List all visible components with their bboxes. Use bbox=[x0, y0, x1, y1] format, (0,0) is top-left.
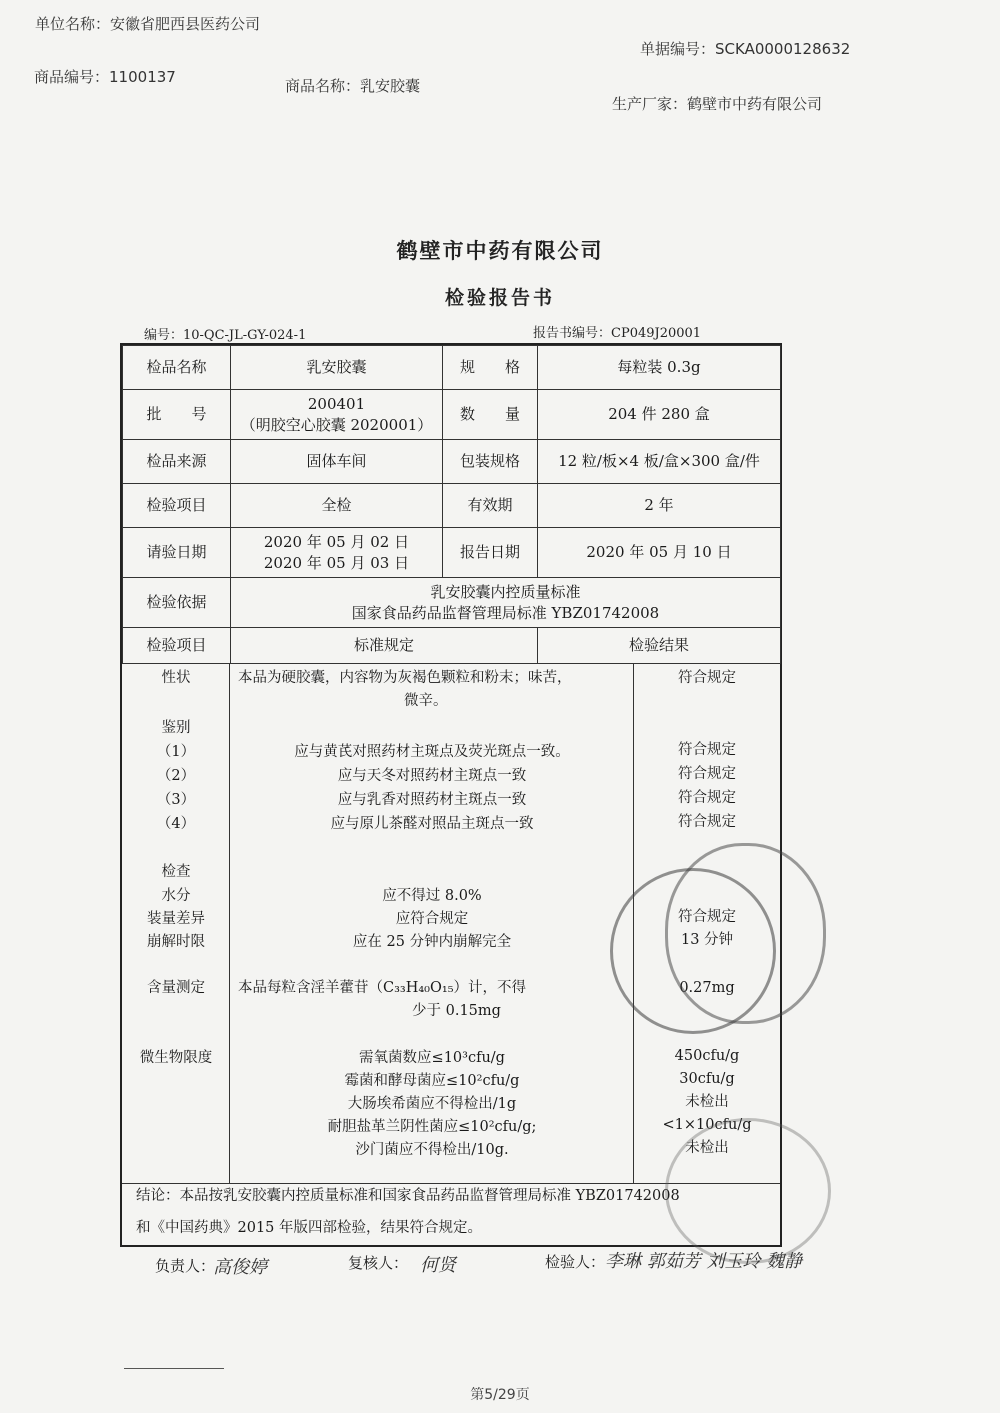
report-title: 检验报告书 bbox=[444, 287, 555, 309]
product-code-field bbox=[34, 66, 176, 87]
qty-value: 204 件 280 盒 bbox=[538, 390, 781, 440]
micro-result-4: <1×10cfu/g bbox=[662, 1117, 752, 1133]
source-label: 检品来源 bbox=[123, 440, 231, 484]
side-seal-stamp bbox=[665, 843, 826, 1024]
reviewer-label: 复核人： bbox=[348, 1254, 409, 1272]
batch-value-2: （明胶空心胶囊 2020001） bbox=[240, 415, 433, 434]
batch-label: 批 号 bbox=[123, 390, 231, 440]
ident-no-3: （3） bbox=[156, 792, 196, 808]
appearance-label: 性状 bbox=[161, 670, 191, 686]
info-row-basis bbox=[123, 578, 781, 628]
ident-no-2: （2） bbox=[156, 768, 196, 784]
lower-seal-stamp bbox=[665, 1118, 831, 1264]
valid-value: 2 年 bbox=[538, 484, 781, 528]
item-value: 全检 bbox=[231, 484, 443, 528]
assay-standard-1: 本品每粒含淫羊藿苷（C₃₃H₄₀O₁₅）计，不得 bbox=[238, 980, 527, 996]
col-standard-header: 标准规定 bbox=[231, 628, 538, 664]
micro-result-5: 未检出 bbox=[685, 1140, 729, 1156]
ident-standard-3: 应与乳香对照药材主斑点一致 bbox=[337, 792, 527, 808]
batch-value-1: 200401 bbox=[307, 394, 366, 413]
inspect-standard-3: 应在 25 分钟内崩解完全 bbox=[352, 934, 512, 950]
qty-label: 数 量 bbox=[443, 390, 538, 440]
micro-standard-5: 沙门菌应不得检出/10g. bbox=[355, 1142, 509, 1158]
col-result-header: 检验结果 bbox=[538, 628, 781, 664]
ident-no-1: （1） bbox=[156, 744, 196, 760]
basis-value bbox=[231, 578, 781, 628]
appearance-result: 符合规定 bbox=[678, 670, 736, 686]
responsible-signature: 高俊婷 bbox=[213, 1257, 267, 1278]
col-item-header: 检验项目 bbox=[123, 628, 231, 664]
ident-result-3: 符合规定 bbox=[678, 790, 736, 806]
pack-label: 包装规格 bbox=[443, 440, 538, 484]
basis-1: 乳安胶囊内控质量标准 bbox=[430, 582, 581, 601]
bottom-rule bbox=[124, 1368, 224, 1369]
manufacturer-value: 鹤壁市中药有限公司 bbox=[687, 95, 823, 113]
req-date-2: 2020 年 05 月 03 日 bbox=[263, 553, 410, 572]
report-table bbox=[120, 343, 782, 1247]
product-name-label: 商品名称： bbox=[285, 77, 361, 95]
info-row-item bbox=[123, 484, 781, 528]
name-value: 乳安胶囊 bbox=[231, 346, 443, 390]
ident-result-4: 符合规定 bbox=[678, 814, 736, 830]
micro-standard-1: 需氧菌数应≤10³cfu/g bbox=[359, 1050, 505, 1066]
ident-standard-4: 应与原儿茶醛对照品主斑点一致 bbox=[330, 816, 534, 832]
inspector-label: 检验人： bbox=[545, 1253, 606, 1271]
form-code: 编号：10-QC-JL-GY-024-1 bbox=[144, 328, 307, 343]
ident-standard-1: 应与黄芪对照药材主斑点及荧光斑点一致。 bbox=[294, 744, 570, 760]
batch-value bbox=[231, 390, 443, 440]
info-row-name bbox=[123, 346, 781, 390]
ident-result-1: 符合规定 bbox=[678, 742, 736, 758]
conclusion-line-1: 结论：本品按乳安胶囊内控质量标准和国家食品药品监督管理局标准 YBZ01742008 bbox=[136, 1188, 680, 1204]
report-date-value: 2020 年 05 月 10 日 bbox=[538, 528, 781, 578]
product-name-value: 乳安胶囊 bbox=[360, 77, 421, 95]
appearance-standard-2: 微辛。 bbox=[404, 693, 448, 709]
assay-standard-2: 少于 0.15mg bbox=[412, 1003, 501, 1019]
micro-result-2: 30cfu/g bbox=[679, 1071, 735, 1087]
company-title: 鹤壁市中药有限公司 bbox=[396, 238, 604, 263]
inspection-label: 检查 bbox=[161, 864, 191, 880]
spec-value: 每粒装 0.3g bbox=[538, 346, 781, 390]
spec-label: 规 格 bbox=[443, 346, 538, 390]
manufacturer-label: 生产厂家： bbox=[612, 95, 688, 113]
unit-value: 安徽省肥西县医药公司 bbox=[110, 15, 261, 33]
report-date-label: 报告日期 bbox=[443, 528, 538, 578]
doc-no-label: 单据编号： bbox=[640, 40, 716, 58]
product-code-value: 1100137 bbox=[109, 68, 176, 86]
info-row-batch bbox=[123, 390, 781, 440]
inspect-name-3: 崩解时限 bbox=[147, 934, 205, 950]
inspect-standard-2: 应符合规定 bbox=[395, 911, 469, 927]
pack-value: 12 粒/板×4 板/盒×300 盒/件 bbox=[538, 440, 781, 484]
report-number: 报告书编号：CP049J20001 bbox=[533, 326, 702, 341]
item-label: 检验项目 bbox=[123, 484, 231, 528]
micro-label: 微生物限度 bbox=[139, 1050, 213, 1066]
ident-result-2: 符合规定 bbox=[678, 766, 736, 782]
micro-result-3: 未检出 bbox=[685, 1094, 729, 1110]
basis-label: 检验依据 bbox=[123, 578, 231, 628]
page-number: 第5/29页 bbox=[470, 1387, 530, 1403]
info-row-dates bbox=[123, 528, 781, 578]
ident-no-4: （4） bbox=[156, 816, 196, 832]
assay-result: 0.27mg bbox=[679, 980, 735, 996]
column-header-row bbox=[123, 628, 781, 664]
inspect-standard-1: 应不得过 8.0% bbox=[382, 888, 482, 904]
name-label: 检品名称 bbox=[123, 346, 231, 390]
inspector-signature: 李琳 郭茹芳 刘玉玲 魏静 bbox=[605, 1251, 803, 1272]
unit-label: 单位名称： bbox=[35, 15, 111, 33]
doc-no-value: SCKA0000128632 bbox=[715, 40, 851, 58]
inspect-name-2: 装量差异 bbox=[147, 911, 205, 927]
req-date-label: 请验日期 bbox=[123, 528, 231, 578]
basis-2: 国家食品药品监督管理局标准 YBZ01742008 bbox=[351, 603, 660, 622]
doc-no-field bbox=[640, 38, 850, 59]
ident-standard-2: 应与天冬对照药材主斑点一致 bbox=[337, 768, 527, 784]
product-name-field bbox=[285, 75, 420, 96]
responsible-label: 负责人： bbox=[155, 1257, 216, 1275]
identification-label: 鉴别 bbox=[161, 720, 191, 736]
source-value: 固体车间 bbox=[231, 440, 443, 484]
req-date-value bbox=[231, 528, 443, 578]
micro-result-1: 450cfu/g bbox=[674, 1048, 740, 1064]
micro-standard-4: 耐胆盐革兰阴性菌应≤10²cfu/g; bbox=[327, 1119, 537, 1135]
inspect-result-3: 13 分钟 bbox=[680, 932, 734, 948]
conclusion-line-2: 和《中国药典》2015 年版四部检验，结果符合规定。 bbox=[136, 1220, 483, 1236]
appearance-standard-1: 本品为硬胶囊，内容物为灰褐色颗粒和粉末；味苦， bbox=[238, 670, 572, 686]
assay-label: 含量测定 bbox=[147, 980, 205, 996]
req-date-1: 2020 年 05 月 02 日 bbox=[263, 532, 410, 551]
info-table bbox=[122, 345, 781, 664]
product-code-label: 商品编号： bbox=[34, 68, 110, 86]
reviewer-signature: 何贤 bbox=[420, 1255, 456, 1276]
micro-standard-3: 大肠埃希菌应不得检出/1g bbox=[347, 1096, 517, 1112]
info-row-source bbox=[123, 440, 781, 484]
inspect-result-2: 符合规定 bbox=[678, 909, 736, 925]
inspect-name-1: 水分 bbox=[161, 888, 191, 904]
valid-label: 有效期 bbox=[443, 484, 538, 528]
manufacturer-field bbox=[612, 93, 822, 114]
micro-standard-2: 霉菌和酵母菌应≤10²cfu/g bbox=[344, 1073, 520, 1089]
unit-field bbox=[35, 13, 260, 34]
